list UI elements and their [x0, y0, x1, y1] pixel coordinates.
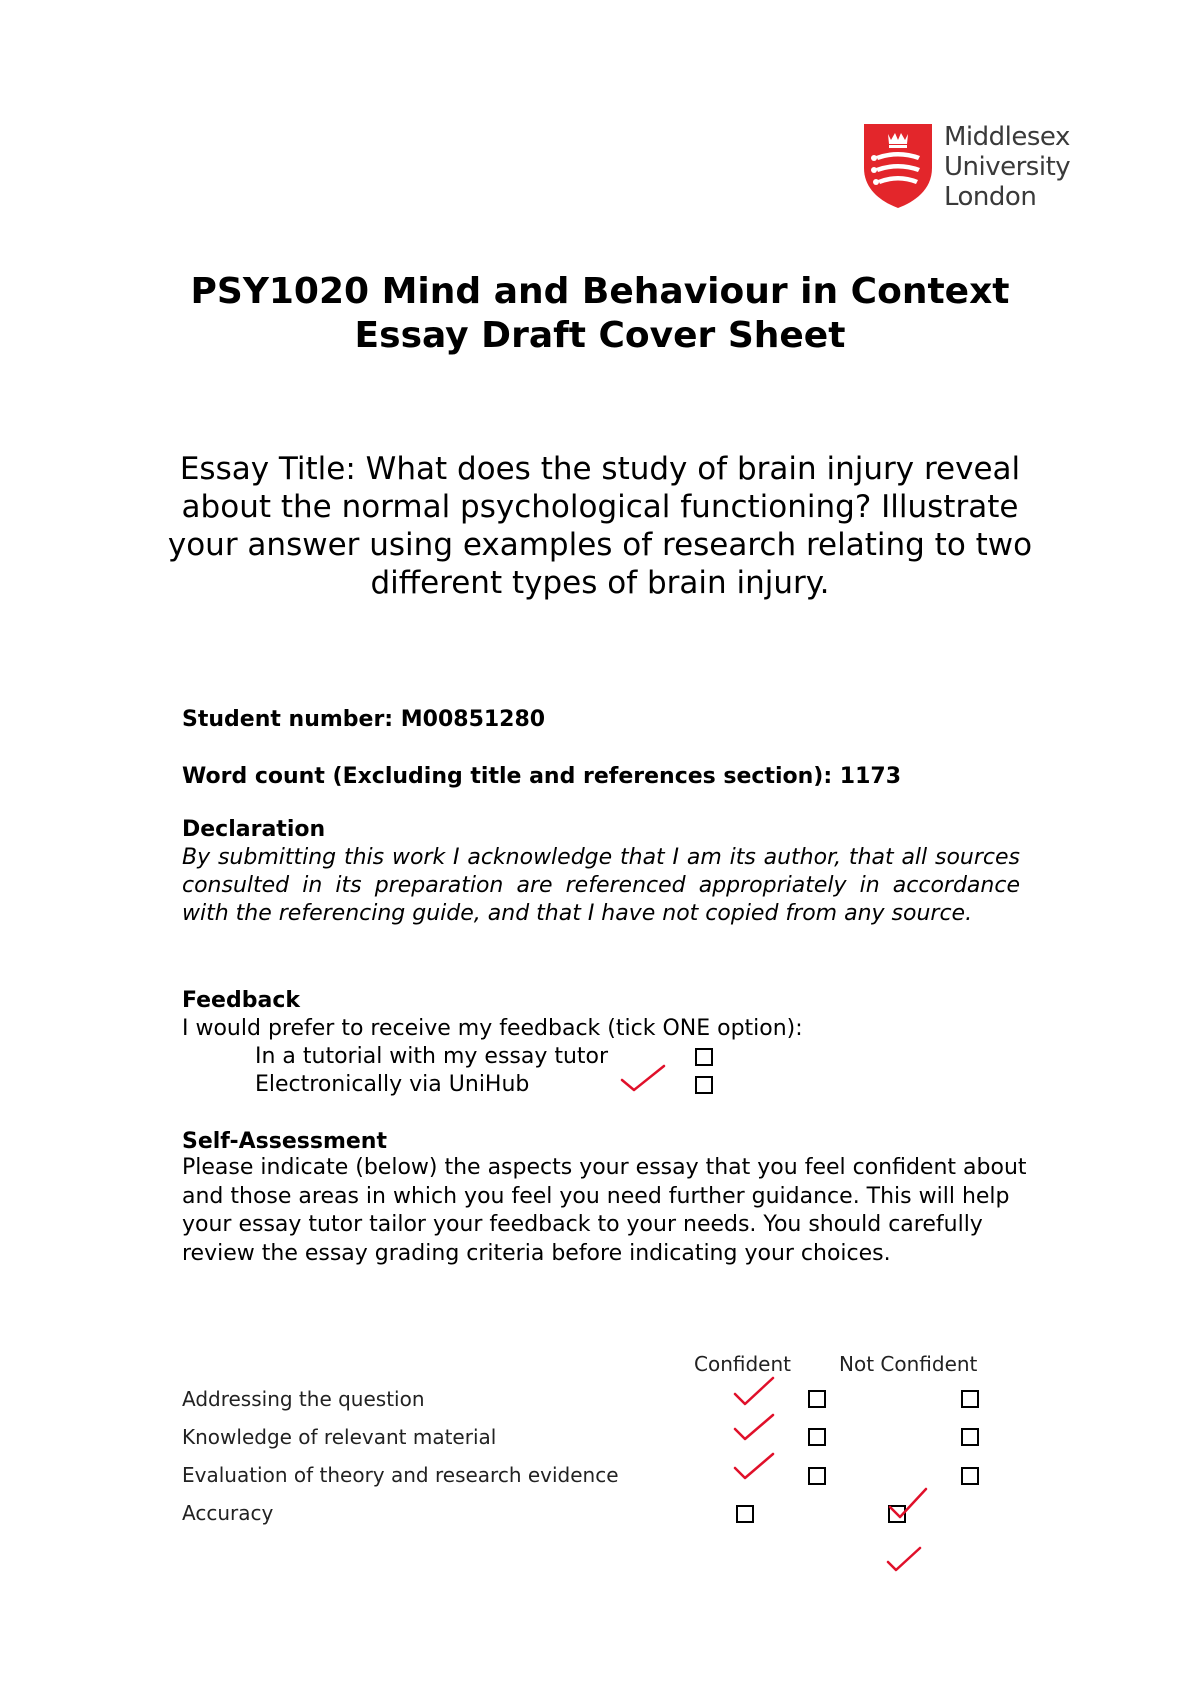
- university-shield-icon: [862, 122, 934, 210]
- feedback-option-unihub: Electronically via UniHub: [255, 1072, 530, 1097]
- checkmark-icon: [733, 1452, 775, 1482]
- checkmark-icon: [886, 1546, 922, 1574]
- row-label-accuracy: Accuracy: [182, 1501, 274, 1525]
- logo-line-3: London: [944, 182, 1037, 212]
- checkmark-icon: [733, 1376, 775, 1408]
- declaration-heading: Declaration: [182, 817, 326, 842]
- confident-checkbox[interactable]: [808, 1390, 826, 1408]
- declaration-text: By submitting this work I acknowledge that I am its author, that all sources consulted in its preparation are referenced appropriately in accordance with the referencing guide, and that I have not copied from any source.: [182, 845, 1020, 926]
- not-confident-checkbox[interactable]: [961, 1467, 979, 1485]
- column-confident: Confident: [694, 1352, 791, 1376]
- title-line-1: PSY1020 Mind and Behaviour in Context: [190, 271, 1010, 312]
- row-label-addressing-question: Addressing the question: [182, 1387, 425, 1411]
- essay-title: Essay Title: What does the study of brain injury reveal about the normal psychological functioning? Illustrate your answer using examples of research relating to two different types of brain injury.: [167, 451, 1033, 601]
- student-number: Student number: M00851280: [182, 707, 546, 732]
- checkmark-icon: [620, 1064, 666, 1094]
- row-label-knowledge: Knowledge of relevant material: [182, 1425, 497, 1449]
- title-line-2: Essay Draft Cover Sheet: [354, 315, 846, 356]
- university-name: [944, 122, 1070, 212]
- confident-checkbox[interactable]: [808, 1428, 826, 1446]
- feedback-tutorial-checkbox[interactable]: [695, 1048, 713, 1066]
- logo-line-1: Middlesex: [944, 122, 1070, 152]
- confident-checkbox[interactable]: [808, 1467, 826, 1485]
- not-confident-checkbox[interactable]: [961, 1428, 979, 1446]
- checkmark-icon: [733, 1413, 775, 1443]
- checkmark-icon: [888, 1487, 928, 1521]
- column-not-confident: Not Confident: [839, 1352, 978, 1376]
- confident-checkbox[interactable]: [736, 1505, 754, 1523]
- logo-line-2: University: [944, 152, 1071, 182]
- feedback-prompt: I would prefer to receive my feedback (tick ONE option):: [182, 1016, 803, 1041]
- self-assessment-text: Please indicate (below) the aspects your essay that you feel confident about and those areas in which you feel you need further guidance. This will help your essay tutor tailor your feedback to your needs. You should carefully review the essay grading criteria before indicating your choices.: [182, 1155, 1027, 1266]
- feedback-option-tutorial: In a tutorial with my essay tutor: [255, 1044, 609, 1069]
- feedback-unihub-checkbox[interactable]: [695, 1076, 713, 1094]
- word-count: Word count (Excluding title and references section): 1173: [182, 764, 902, 789]
- self-assessment-heading: Self-Assessment: [182, 1129, 387, 1154]
- university-logo: [862, 122, 1082, 212]
- feedback-heading: Feedback: [182, 988, 300, 1013]
- page-title: [0, 270, 1200, 358]
- row-label-evaluation: Evaluation of theory and research evidence: [182, 1463, 619, 1487]
- not-confident-checkbox[interactable]: [961, 1390, 979, 1408]
